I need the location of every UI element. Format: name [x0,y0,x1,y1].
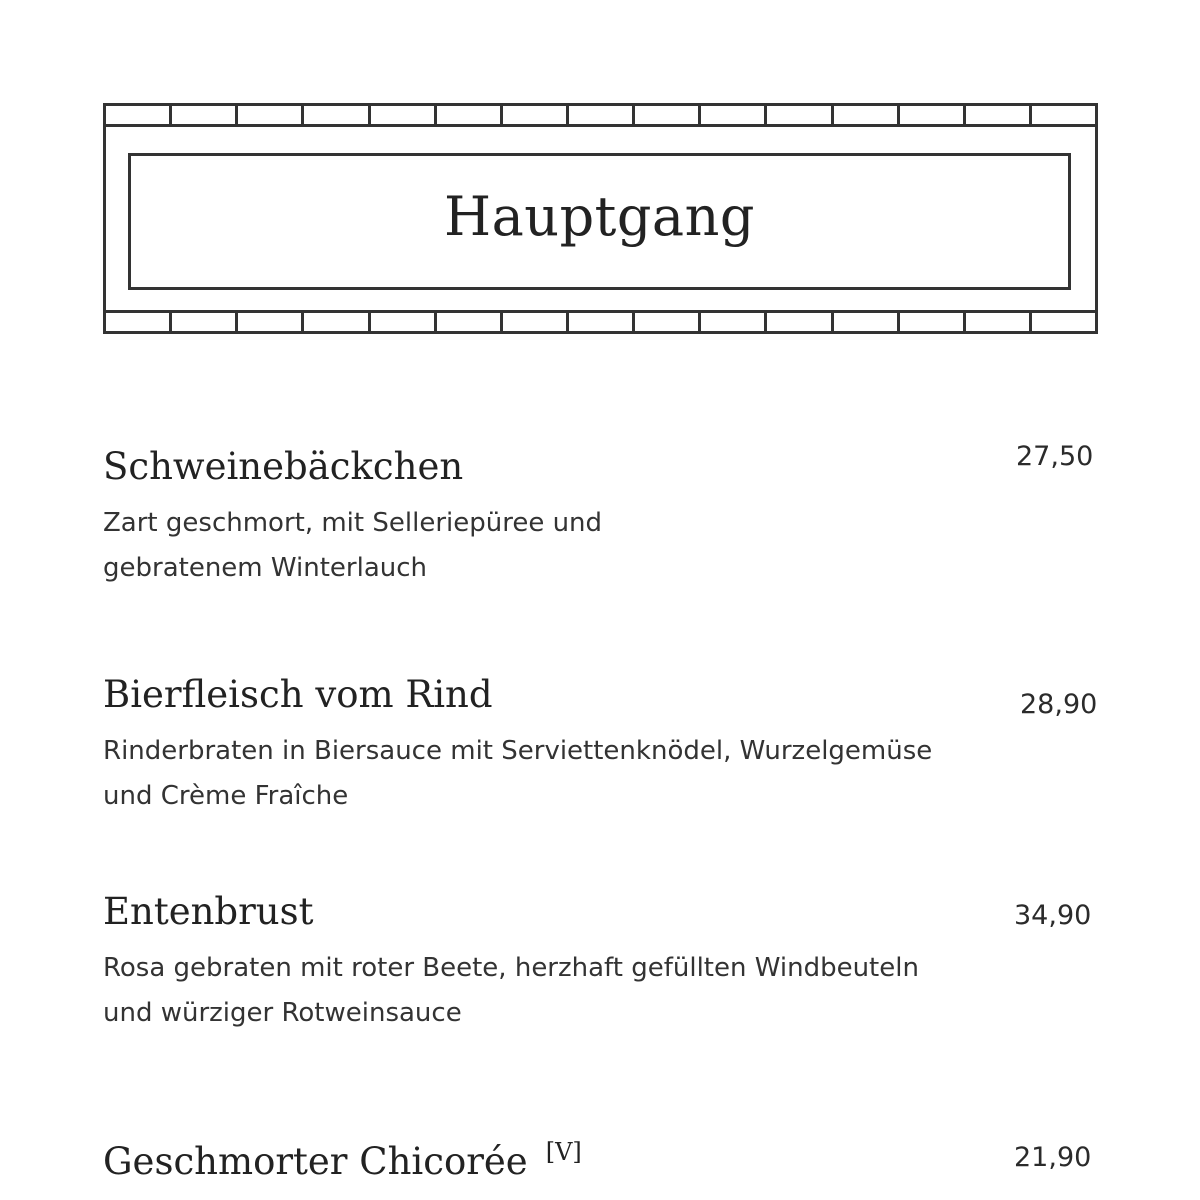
dish-name: Schweinebäckchen [103,445,464,488]
dish-price: 21,90 [1014,1142,1092,1173]
title-box [128,153,1071,290]
dish-description-line: gebratenem Winterlauch [103,553,428,583]
dish-price: 34,90 [1014,900,1092,931]
dish-description-line: und Crème Fraîche [103,781,349,811]
dish-name: Entenbrust [103,890,314,933]
dish-description [103,946,919,1036]
dish-price: 27,50 [1016,441,1094,472]
brick-border-top [106,106,1095,127]
dish-price: 28,90 [1020,689,1098,720]
dish-description-line: Rosa gebraten mit roter Beete, herzhaft gefüllten Windbeuteln [103,953,919,983]
dish-description [103,729,932,819]
dish-description-line: Rinderbraten in Biersauce mit Serviettenknödel, Wurzelgemüse [103,736,933,766]
dish-name [103,1138,582,1183]
dish-name-text: Geschmorter Chicorée [103,1140,528,1183]
dish-description-line: und würziger Rotweinsauce [103,998,462,1028]
dish-name: Bierfleisch vom Rind [103,673,493,716]
dish-description [103,501,602,591]
brick-border-bottom [106,310,1095,331]
section-header-frame [103,103,1098,334]
section-title: Hauptgang [444,185,755,248]
dish-description-line: Zart geschmort, mit Selleriepüree und [103,508,603,538]
vegetarian-tag: [V] [545,1138,582,1166]
